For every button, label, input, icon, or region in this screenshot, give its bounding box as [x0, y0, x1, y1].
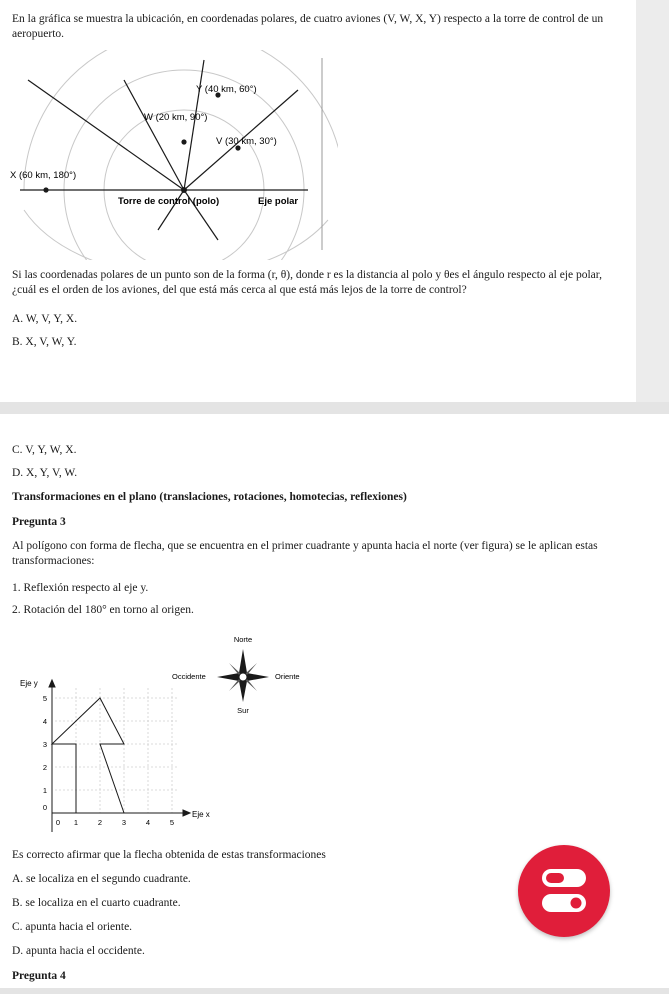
q2-intro: En la gráfica se muestra la ubicación, en coordenadas polares, de cuatro aviones (V, W, X, Y) respecto a la torre de control de un aeropuerto. — [12, 13, 604, 40]
q2-option-d[interactable]: D. X, Y, V, W. — [12, 467, 78, 479]
q2-question: Si las coordenadas polares de un punto son de la forma (r, θ), donde r es la distancia al polo y θes el ángulo respecto al eje polar, ¿cuál es el orden de los aviones, del que está más cerca al que está más lejos de la torre de control? — [12, 269, 603, 296]
question-2-card — [0, 0, 669, 402]
y-tick: 4 — [42, 717, 47, 726]
polar-arc — [24, 210, 328, 260]
label-v: V (30 km, 30°) — [216, 136, 277, 147]
arrow-graph — [14, 672, 234, 842]
polar-arc — [64, 70, 304, 190]
toggle-fab-button[interactable] — [518, 845, 610, 937]
plane-x-point — [43, 187, 48, 192]
q4-title: Pregunta 4 — [12, 970, 66, 982]
y-tick: 2 — [42, 763, 47, 772]
q3-title: Pregunta 3 — [12, 516, 66, 528]
label-y: Y (40 km, 60°) — [196, 84, 257, 95]
section-title: Transformaciones en el plano (translaciones, rotaciones, homotecias, reflexiones) — [12, 491, 407, 503]
x-tick: 1 — [73, 818, 79, 827]
label-w: W (20 km, 90°) — [144, 112, 208, 123]
page-break — [0, 402, 669, 414]
q3-prompt: Es correcto afirmar que la flecha obtenida de estas transformaciones — [12, 849, 326, 861]
label-tower: Torre de control (polo) — [118, 196, 220, 207]
compass-west: Occidente — [172, 672, 206, 681]
x-axis-arrow — [183, 810, 190, 816]
y-axis-label: Eje y — [20, 679, 38, 688]
q3-intro: Al polígono con forma de flecha, que se encuentra en el primer cuadrante y apunta hacia el norte (ver figura) se le aplican estas transformaciones: — [12, 540, 598, 567]
y-tick: 5 — [42, 694, 47, 703]
ray-line — [124, 80, 184, 190]
q2-option-c[interactable]: C. V, Y, W, X. — [12, 444, 77, 456]
y-tick: 1 — [42, 786, 47, 795]
compass-north: Norte — [233, 635, 253, 644]
label-x: X (60 km, 180°) — [10, 170, 77, 181]
compass-south: Sur — [237, 706, 249, 715]
x-tick: 4 — [145, 818, 151, 827]
page-break — [0, 988, 669, 994]
x-tick: 0 — [55, 818, 61, 827]
right-margin — [636, 0, 669, 402]
y-tick: 0 — [42, 803, 47, 812]
plane-w-point — [181, 139, 186, 144]
label-polar-axis: Eje polar — [258, 196, 299, 207]
x-tick: 5 — [169, 818, 175, 827]
arrow-polygon — [52, 698, 124, 813]
q3-option-d[interactable]: D. apunta hacia el occidente. — [12, 945, 145, 957]
ray-line — [184, 60, 204, 190]
q2-option-b[interactable]: B. X, V, W, Y. — [12, 336, 77, 348]
q3-step-1: 1. Reflexión respecto al eje y. — [12, 582, 149, 594]
q3-option-c[interactable]: C. apunta hacia el oriente. — [12, 921, 133, 933]
q2-option-a[interactable]: A. W, V, Y, X. — [12, 313, 78, 325]
tower-point — [181, 187, 187, 193]
y-axis-arrow — [49, 680, 55, 687]
compass-east: Oriente — [275, 672, 300, 681]
q3-option-b[interactable]: B. se localiza en el cuarto cuadrante. — [12, 897, 181, 909]
polar-figure — [8, 50, 338, 260]
q3-option-a[interactable]: A. se localiza en el segundo cuadrante. — [12, 873, 191, 885]
q3-step-2: 2. Rotación del 180° en torno al origen. — [12, 604, 194, 616]
y-tick: 3 — [42, 740, 47, 749]
x-tick: 3 — [121, 818, 127, 827]
toggle-icon — [518, 845, 610, 937]
x-tick: 2 — [97, 818, 103, 827]
x-axis-label: Eje x — [192, 810, 210, 819]
